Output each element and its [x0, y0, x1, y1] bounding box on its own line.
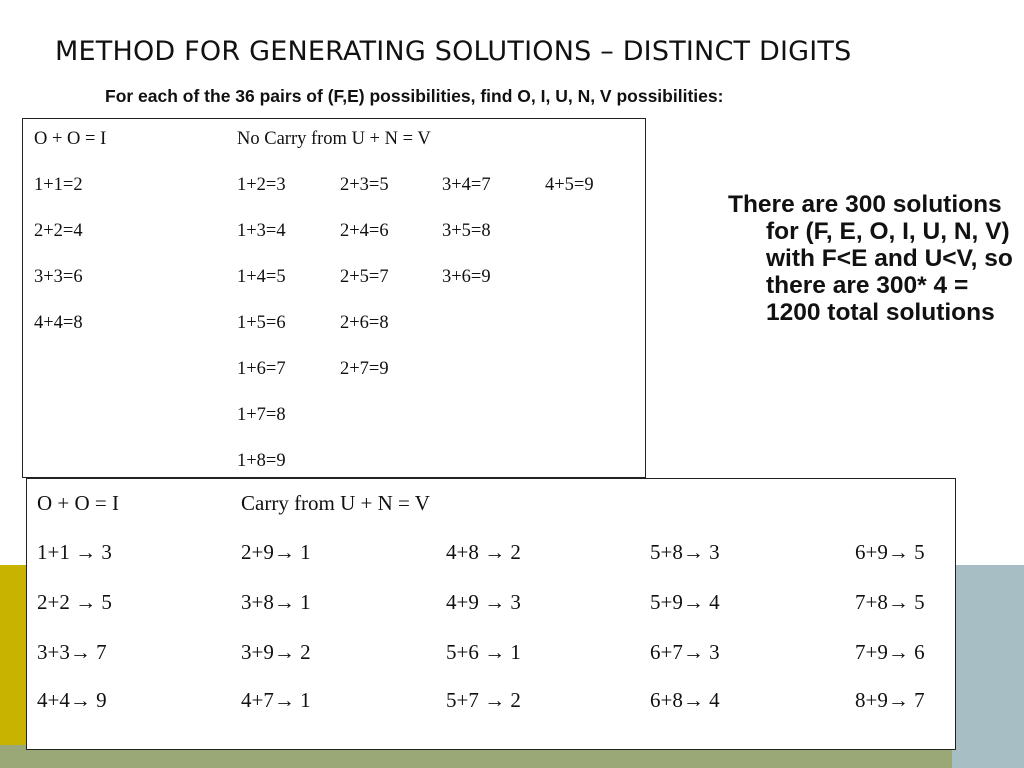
no-carry-col2-header: No Carry from U + N = V [237, 129, 431, 149]
table-cell: 7+8→ 5 [855, 590, 925, 614]
table-cell: 4+8 → 2 [446, 540, 521, 564]
table-cell: 1+1 → 3 [37, 540, 112, 564]
table-cell: 3+9→ 2 [241, 640, 311, 664]
table-cell: 6+8→ 4 [650, 688, 720, 712]
table-cell: 3+5=8 [442, 221, 491, 241]
table-cell: 2+2 → 5 [37, 590, 112, 614]
table-cell: 3+8→ 1 [241, 590, 311, 614]
table-cell: 4+5=9 [545, 175, 594, 195]
slide-subtitle: For each of the 36 pairs of (F,E) possibilities, find O, I, U, N, V possibilities: [105, 86, 724, 106]
table-cell: 1+3=4 [237, 221, 286, 241]
carry-col2-header: Carry from U + N = V [241, 491, 430, 515]
table-cell: 1+6=7 [237, 359, 286, 379]
table-cell: 3+6=9 [442, 267, 491, 287]
table-cell: 2+6=8 [340, 313, 389, 333]
table-cell: 7+9→ 6 [855, 640, 925, 664]
decorative-band-left [0, 565, 26, 768]
carry-col1-header: O + O = I [37, 491, 120, 515]
table-cell: 3+4=7 [442, 175, 491, 195]
table-cell: 4+7→ 1 [241, 688, 311, 712]
table-cell: 1+7=8 [237, 405, 286, 425]
no-carry-col1-header: O + O = I [34, 129, 107, 149]
table-cell: 1+5=6 [237, 313, 286, 333]
table-cell: 2+5=7 [340, 267, 389, 287]
table-cell: 5+7 → 2 [446, 688, 521, 712]
table-cell: 5+8→ 3 [650, 540, 720, 564]
slide-title: METHOD FOR GENERATING SOLUTIONS – DISTINCT DIGITS [55, 36, 852, 67]
no-carry-table [22, 118, 646, 478]
decorative-band-right [952, 565, 1024, 768]
table-cell: 8+9→ 7 [855, 688, 925, 712]
table-cell: 1+8=9 [237, 451, 286, 471]
carry-table [26, 478, 956, 750]
table-cell: 4+4→ 9 [37, 688, 107, 712]
table-cell: 2+9→ 1 [241, 540, 311, 564]
table-cell: 6+9→ 5 [855, 540, 925, 564]
table-cell: 2+2=4 [34, 221, 83, 241]
table-cell: 1+2=3 [237, 175, 286, 195]
table-cell: 2+3=5 [340, 175, 389, 195]
table-cell: 4+4=8 [34, 313, 83, 333]
table-cell: 2+4=6 [340, 221, 389, 241]
table-cell: 1+1=2 [34, 175, 83, 195]
table-cell: 2+7=9 [340, 359, 389, 379]
solution-count-note: There are 300 solutions for (F, E, O, I, U, N, V) with F<E and U<V, so there are 300* 4 = 1200 total solutions [728, 191, 1013, 326]
table-cell: 5+9→ 4 [650, 590, 720, 614]
table-cell: 5+6 → 1 [446, 640, 521, 664]
table-cell: 4+9 → 3 [446, 590, 521, 614]
table-cell: 6+7→ 3 [650, 640, 720, 664]
table-cell: 3+3→ 7 [37, 640, 107, 664]
table-cell: 3+3=6 [34, 267, 83, 287]
table-cell: 1+4=5 [237, 267, 286, 287]
